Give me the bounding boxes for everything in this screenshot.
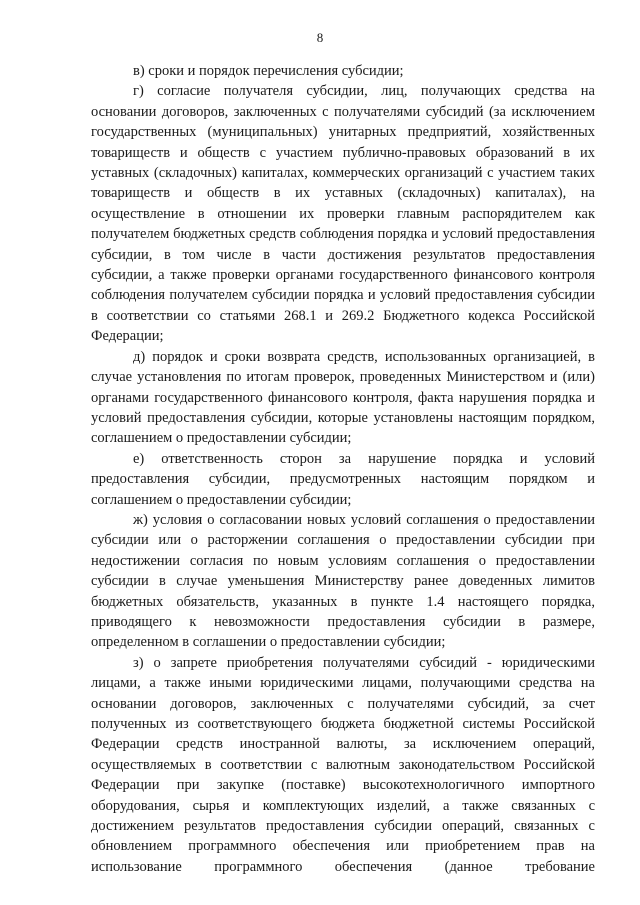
- paragraph-v: в) сроки и порядок перечисления субсидии;: [133, 63, 404, 79]
- document-body: [91, 61, 595, 877]
- paragraph-g: г) согласие получателя субсидии, лиц, получающих средства на основании договоров, заключенных с получателями субсидий (за исключением государственных (муниципальных) унитарных предприятий, хозяйственных товариществ и обществ с участием публично-правовых образований в их уставных (складочных) капиталах, коммерческих организаций с участием таких товариществ и обществ в их уставных (складочных) капиталах), на осуществление в отношении их проверки главным распорядителем как получателем бюджетных средств соблюдения порядка и условий предоставления субсидии, в том числе в части достижения результатов предоставления субсидии, а также проверки органами государственного финансового контроля соблюдения получателем субсидии порядка и условий предоставления субсидии в соответствии со статьями 268.1 и 269.2 Бюджетного кодекса Российской Федерации;: [91, 83, 595, 345]
- page-number: 8: [316, 30, 324, 45]
- paragraph-e: е) ответственность сторон за нарушение порядка и условий предоставления субсидии, предусмотренных настоящим порядком и соглашением о предоставлении субсидии;: [91, 450, 595, 508]
- paragraph-z: з) о запрете приобретения получателями субсидий - юридическими лицами, а также иными юридическими лицами, получающими средства на основании договоров, заключенных с получателями субсидий, за счет полученных из соответствующего бюджета бюджетной системы Российской Федерации средств иностранной валюты, за исключением операций, осуществляемых в соответствии с валютным законодательством Российской Федерации при закупке (поставке) высокотехнологичного импортного оборудования, сырья и комплектующих изделий, а также связанных с достижением результатов предоставления субсидии операций, связанных с обновлением программного обеспечения или приобретением прав на использование программного обеспечения (данное требование: [91, 654, 595, 875]
- paragraph-zh: ж) условия о согласовании новых условий соглашения о предоставлении субсидии или о расторжении соглашения о предоставлении субсидии при недостижении согласия по новым условиям соглашения о предоставлении субсидии в случае уменьшения Министерству ранее доведенных лимитов бюджетных обязательств, указанных в пункте 1.4 настоящего порядка, приводящего к невозможности предоставления субсидии в размере, определенном в соглашении о предоставлении субсидии;: [91, 511, 595, 651]
- paragraph-d: д) порядок и сроки возврата средств, использованных организацией, в случае установления по итогам проверок, проведенных Министерством и (или) органами государственного финансового контроля, факта нарушения порядка и условий предоставления субсидии, которые установлены настоящим порядком, соглашением о предоставлении субсидии;: [91, 348, 595, 447]
